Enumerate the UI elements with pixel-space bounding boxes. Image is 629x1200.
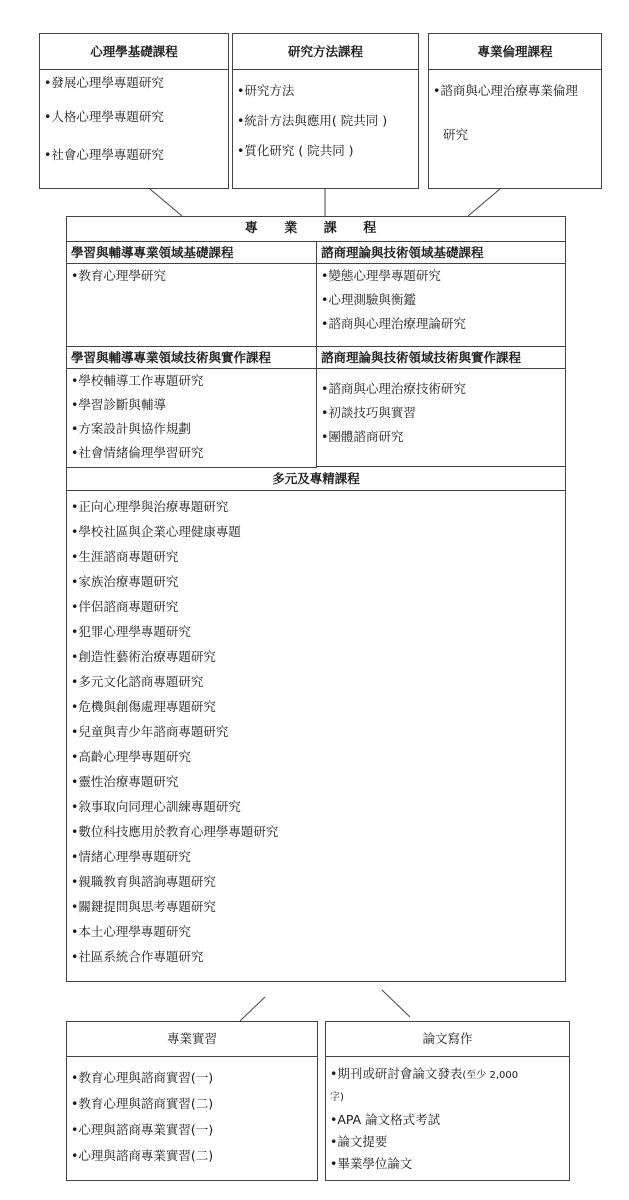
connector-practicum — [240, 997, 265, 1021]
thesis-title: 論文寫作 — [326, 1022, 569, 1057]
multi-item: •伴侶諮商專題研究 — [71, 599, 179, 614]
multi-item: •學校社區與企業心理健康專題 — [71, 524, 241, 539]
thesis-item: •APA 論文格式考試 — [330, 1112, 441, 1127]
thesis-item-publication — [330, 1063, 563, 1087]
learning-practice-item: •學習診斷與輔導 — [71, 397, 166, 412]
basic-item: •發展心理學專題研究 — [44, 75, 164, 90]
counseling-basic-item: •心理測驗與衡鑑 — [321, 292, 416, 307]
counseling-practice-item: •團體諮商研究 — [321, 429, 404, 444]
learning-practice-head: 學習與輔導專業領域技術與實作課程 — [67, 347, 316, 369]
multi-item: •家族治療專題研究 — [71, 574, 179, 589]
multi-item: •靈性治療專題研究 — [71, 774, 179, 789]
methods-item: •統計方法與應用( 院共同 ) — [237, 113, 388, 128]
multi-item: •社區系統合作專題研究 — [71, 949, 204, 964]
ethics-courses-box — [428, 33, 602, 189]
thesis-item: •論文提要 — [330, 1134, 388, 1149]
multi-item: •兒童與青少年諮商專題研究 — [71, 724, 229, 739]
methods-item: •質化研究 ( 院共同 ) — [237, 143, 354, 158]
basic-courses-title: 心理學基礎課程 — [40, 34, 228, 70]
multi-item: •數位科技應用於教育心理學專題研究 — [71, 824, 279, 839]
basic-courses-box — [39, 33, 229, 189]
practicum-item: •教育心理與諮商實習(一) — [71, 1070, 214, 1085]
multi-item: •犯罪心理學專題研究 — [71, 624, 191, 639]
professional-courses-title: 專 業 課 程 — [67, 217, 565, 242]
basic-item: •人格心理學專題研究 — [44, 109, 164, 124]
practicum-item: •心理與諮商專業實習(一) — [71, 1122, 214, 1137]
multi-item: •正向心理學與治療專題研究 — [71, 499, 229, 514]
learning-practice-item: •學校輔導工作專題研究 — [71, 373, 204, 388]
connector-basic — [150, 189, 182, 216]
multi-item: •關鍵提問與思考專題研究 — [71, 899, 216, 914]
basic-item: •社會心理學專題研究 — [44, 147, 164, 162]
multi-item: •親職教育與諮詢專題研究 — [71, 874, 216, 889]
methods-courses-title: 研究方法課程 — [233, 34, 418, 70]
counseling-basic-head: 諮商理論與技術領域基礎課程 — [317, 242, 565, 264]
multi-courses-list — [67, 491, 565, 969]
thesis-item-publication-note: (至少 2,000 — [462, 1070, 519, 1081]
ethics-item: •諮商與心理治療專業倫理 — [433, 83, 578, 98]
counseling-practice-head: 諮商理論與技術領域技術與實作課程 — [317, 347, 565, 369]
counseling-basic-item: •變態心理學專題研究 — [321, 268, 441, 283]
practicum-item: •心理與諮商專業實習(二) — [71, 1148, 214, 1163]
methods-item: •研究方法 — [237, 83, 295, 98]
counseling-practice-item: •諮商與心理治療技術研究 — [321, 381, 466, 396]
thesis-item: •畢業學位論文 — [330, 1156, 413, 1171]
practicum-box — [66, 1021, 318, 1181]
learning-basic-head: 學習與輔導專業領域基礎課程 — [67, 242, 316, 264]
multi-item: •高齡心理學專題研究 — [71, 749, 191, 764]
thesis-box — [325, 1021, 570, 1181]
thesis-item-publication-cont: 字) — [330, 1092, 344, 1103]
thesis-item-publication-main: •期刊或研討會論文發表 — [330, 1066, 463, 1081]
counseling-basic-item: •諮商與心理治療理論研究 — [321, 316, 466, 331]
multi-item: •危機與創傷處理專題研究 — [71, 699, 216, 714]
multi-item: •生涯諮商專題研究 — [71, 549, 179, 564]
practicum-title: 專業實習 — [67, 1022, 317, 1057]
learning-practice-item: •社會情緒倫理學習研究 — [71, 445, 204, 460]
learning-practice-item: •方案設計與協作規劃 — [71, 421, 191, 436]
counseling-practice-item: •初談技巧與實習 — [321, 405, 416, 420]
multi-item: •敘事取向同理心訓練專題研究 — [71, 799, 241, 814]
connector-thesis — [382, 990, 410, 1017]
multi-item: •本土心理學專題研究 — [71, 924, 191, 939]
ethics-item-cont: 研究 — [443, 127, 469, 142]
multi-item: •情緒心理學專題研究 — [71, 849, 191, 864]
connector-ethics — [468, 189, 500, 216]
multi-item: •創造性藝術治療專題研究 — [71, 649, 216, 664]
multi-courses-title: 多元及專精課程 — [67, 468, 565, 491]
methods-courses-box — [232, 33, 419, 189]
ethics-courses-title: 專業倫理課程 — [429, 34, 601, 70]
multi-item: •多元文化諮商專題研究 — [71, 674, 204, 689]
learning-basic-item: •教育心理學研究 — [71, 268, 166, 283]
practicum-item: •教育心理與諮商實習(二) — [71, 1096, 214, 1111]
professional-courses-block — [66, 216, 566, 982]
